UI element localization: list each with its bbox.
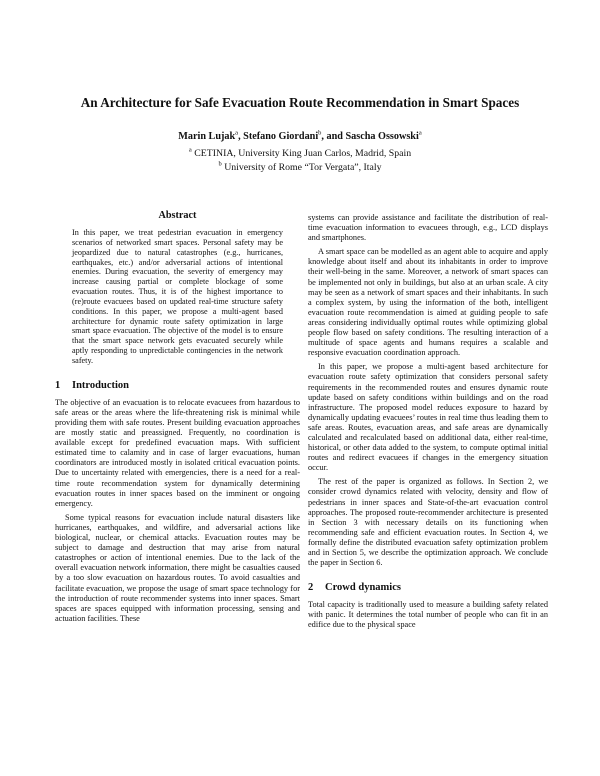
right-column (308, 213, 548, 630)
paper-title: An Architecture for Safe Evacuation Route Recommendation in Smart Spaces (80, 95, 520, 110)
abstract-heading: Abstract (158, 210, 197, 221)
author-name: Marin Lujak (178, 131, 236, 142)
left-column (55, 209, 300, 624)
paragraph: Total capacity is traditionally used to measure a building safety related with panic. It determines the total number of people who can fit in an edifice due to the physical space (308, 600, 548, 630)
affiliation (60, 147, 540, 160)
author-separator: , and (321, 131, 346, 142)
section-title: Crowd dynamics (325, 582, 401, 594)
paragraph: systems can provide assistance and facilitate the distribution of real-time evacuation information to evacuees through, e.g., LCD displays and smartphones. (308, 213, 548, 243)
author-separator: , (238, 131, 244, 142)
affiliation-mark: a (418, 129, 422, 137)
abstract-text: In this paper, we treat pedestrian evacuation in emergency scenarios of networked smart spaces. Personal safety may be jeopardized due to natural catastrophes (e.g., hurricanes, earthquakes, etc.) and/or adversarial actions of intentional enemies. During evacuation, the severity of emergency may increase causing partial or complete blockage of some evacuation routes. Thus, it is of the highest importance to (re)route evacuees based on updated real-time structure safety conditions. In this paper, we propose a multi-agent based architecture for dynamic route safety optimization in large smart space evacuation. The objective of the model is to ensure that the smart space network gets evacuated securely while aptly responding to unpredictable contingencies in the network safety. (72, 228, 283, 365)
affiliation-mark: b (318, 129, 322, 137)
section-title: Introduction (72, 379, 129, 391)
author-list (60, 130, 540, 144)
affiliation-text: CETINIA, University King Juan Carlos, Madrid, Spain (191, 148, 412, 159)
affiliation (60, 161, 540, 174)
affiliation-mark: a (235, 129, 239, 137)
paragraph: Some typical reasons for evacuation include natural disasters like hurricanes, earthquakes, and wildfire, and adversarial actions like biological, nuclear, or chemical attacks. Evacuation routes may be subject to damage and destruction that may arise from natural catastrophes or action of intentional enemies. Due to the lack of the overall evacuation network information, there might be casualties caused by a too slow evacuation on hazardous routes. To avoid casualties and facilitate evacuation, we propose the usage of smart space technology for the introduction of route recommender systems into inner spaces. Smart spaces are spaces equipped with information processing, sensing and actuation facilities. These (55, 512, 300, 623)
section-number: 1 (55, 379, 61, 391)
section-heading (308, 581, 548, 594)
paragraph: A smart space can be modelled as an agent able to acquire and apply knowledge about itself and about its inhabitants in order to improve their well-being in the same. Moreover, a network of smart spaces can be implemented not only in buildings, but also at an urban scale. A city may be seen as a network of smart spaces and their inhabitants. In such a complex system, by using the information of the both, intelligent evacuation route recommendation is aimed at guiding people to safe areas considering individually optimal routes while optimizing global people flow based on safety conditions. The resulting interaction of a multitude of space agents and humans requires a scalable and responsive evacuation coordination approach. (308, 247, 548, 358)
affiliation-text: University of Rome “Tor Vergata”, Italy (221, 162, 382, 173)
paragraph: The objective of an evacuation is to relocate evacuees from hazardous to safe areas or the areas where the life-threatening risk is minimal while providing them with safe routes. Present building evacuation approaches are mostly static and preassigned. Frequently, no coordination is available except for predefined evacuation maps. With sufficient estimated time to calamity and in case of larger evacuations, human coordinators are introduced mostly in isolated critical evacuation points. Due to uncertainty related with emergencies, there is a need for a real-time route recommendation system for dynamically determining evacuation routes in inner spaces based on the imminent or ongoing emergency. (55, 397, 300, 508)
section-number: 2 (308, 582, 314, 594)
affiliation-mark: a (188, 146, 192, 154)
author-name: Sascha Ossowski (345, 131, 419, 142)
paragraph: The rest of the paper is organized as follows. In Section 2, we consider crowd dynamics related with velocity, density and flow of pedestrians in inner spaces and State-of-the-art evacuation control approaches. The proposed route-recommender architecture is presented in Section 3 with necessary details on its functioning when recommending safe and efficient evacuation routes. In Section 4, we formally define the distributed evacuation safety optimization problem and in Section 5, we describe the optimization approach. We conclude the paper in Section 6. (308, 477, 548, 568)
author-name: Stefano Giordani (243, 131, 319, 142)
section-heading (55, 379, 300, 392)
affiliation-mark: b (218, 160, 222, 168)
paragraph: In this paper, we propose a multi-agent based architecture for evacuation route safety optimization that considers personal safety requirements in the recommended routes and ensures dynamic route update based on safety conditions within buildings and on the road infrastructure. The proposed model reduces exposure to hazard by dynamically updating evacuees’ routes in real time thus leading them to safe areas. Routes, evacuation areas, and safe areas are dynamically calculated and recalculated based on additional data, either real-time, historical, or other data added to the system, to compute optimal initial routes and redirect evacuees if changes in the emergency situation occur. (308, 362, 548, 473)
